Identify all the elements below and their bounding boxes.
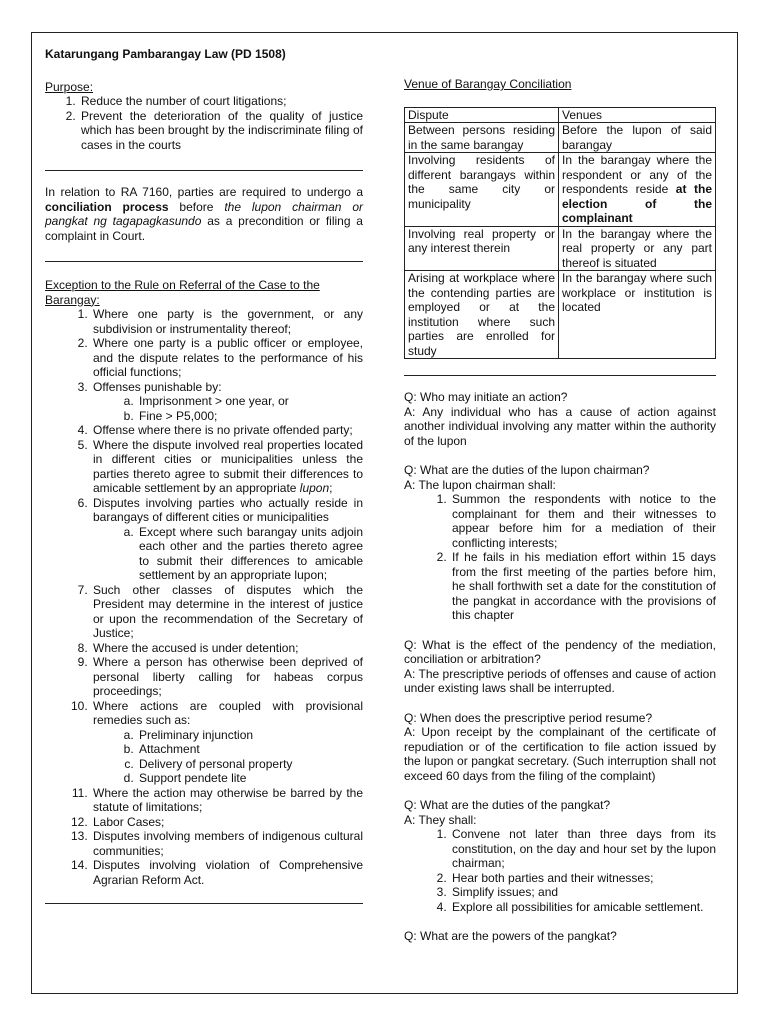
question: Q: When does the prescriptive period resume? <box>404 710 653 725</box>
list-item: 4. Offense where there is no private offended party; <box>91 423 363 438</box>
text-span: In relation to RA 7160, parties are required to undergo a <box>45 185 363 199</box>
answer: A: Upon receipt by the complainant of the certificate of repudiation or of the certification to file action issued by the lupon or pangkat secretary. (Such interruption shall not exceed 60 days from the filing of the complaint) <box>404 725 716 783</box>
text-span: before <box>168 199 225 214</box>
table-header: Dispute <box>405 107 559 123</box>
left-column <box>45 33 363 904</box>
list-item: 1. Where one party is the government, or any subdivision or instrumentality thereof; <box>91 307 363 336</box>
list-item <box>91 496 363 583</box>
sub-item: a. Except where such barangay units adjoin each other and the parties thereto agree to submit their differences to amicable settlement by an appropriate lupon; <box>137 525 363 583</box>
item-text: Offenses punishable by: <box>93 379 222 394</box>
divider <box>404 375 716 376</box>
item-text: Disputes involving parties who actually reside in barangays of different cities or municipalities <box>93 495 363 524</box>
purpose-list <box>45 94 363 152</box>
divider <box>45 903 363 904</box>
sub-item: d. Support pendete lite <box>137 771 363 786</box>
question: Q: What are the duties of the lupon chairman? <box>404 463 650 477</box>
list-item <box>91 699 363 786</box>
sub-item: a. Imprisonment > one year, or <box>137 394 363 409</box>
list-item: 2. Hear both parties and their witnesses; <box>450 871 716 886</box>
list-item: 7. Such other classes of disputes which the President may determine in the interest of justice or upon the recommendation of the Secretary of Justice; <box>91 583 363 641</box>
table-cell: Arising at workplace where the contending parties are employed or at the institution where such parties are enrolled for study <box>405 271 559 359</box>
table-row <box>405 271 716 359</box>
table-cell: Involving real property or any interest therein <box>405 226 559 271</box>
italic-text: the lupon chairman or pangkat ng tagapagkasundo <box>45 199 363 228</box>
sub-item: b. Fine > P5,000; <box>137 409 363 424</box>
table-cell: Involving residents of different barangays within the same city or municipality <box>405 153 559 227</box>
venue-table <box>404 107 716 360</box>
cell-text: In the barangay where the respondent or any of the respondents reside <box>562 153 712 196</box>
table-cell: Between persons residing in the same barangay <box>405 123 559 153</box>
list-item <box>91 438 363 496</box>
table-row <box>405 226 716 271</box>
question: Q: What is the effect of the pendency of the mediation, conciliation or arbitration? <box>404 637 716 666</box>
divider <box>45 261 363 262</box>
purpose-item: 2. Prevent the deterioration of the quality of justice which has been brought by the indiscriminate filing of cases in the courts <box>79 109 363 153</box>
table-cell: In the barangay where such workplace or institution is located <box>559 271 716 359</box>
list-item: 3. Simplify issues; and <box>450 885 716 900</box>
document-page <box>31 32 738 994</box>
text-span: as a precondition or filing a complaint in Court. <box>45 214 363 243</box>
divider <box>45 170 363 171</box>
answer: A: The lupon chairman shall: <box>404 477 556 492</box>
venue-heading: Venue of Barangay Conciliation <box>404 77 572 91</box>
list-item <box>91 380 363 424</box>
question: Q: Who may initiate an action? <box>404 390 568 404</box>
italic-text: lupon <box>299 481 330 495</box>
table-cell <box>559 153 716 227</box>
list-item: 9. Where a person has otherwise been deprived of personal liberty calling for habeas corpus proceedings; <box>91 655 363 699</box>
exceptions-heading: Exception to the Rule on Referral of the Case to the Barangay: <box>45 278 320 307</box>
list-item: 13. Disputes involving members of indigenous cultural communities; <box>91 829 363 858</box>
table-cell: In the barangay where the real property or any part thereof is situated <box>559 226 716 271</box>
item-text: Where actions are coupled with provisional remedies such as: <box>93 698 363 727</box>
exceptions-list <box>45 307 363 887</box>
purpose-heading: Purpose: <box>45 79 94 94</box>
sub-item: b. Attachment <box>137 742 363 757</box>
sub-list <box>93 394 363 423</box>
item-text: Where the dispute involved real properties located in different cities or municipalities unless the parties thereto agree to submit their differences to amicable settlement by an appropriate <box>93 437 363 495</box>
table-row <box>405 123 716 153</box>
table-cell: Before the lupon of said barangay <box>559 123 716 153</box>
list-item: 8. Where the accused is under detention; <box>91 641 363 656</box>
sub-item: c. Delivery of personal property <box>137 757 363 772</box>
list-item: 1. Summon the respondents with notice to the complainant for them and their witnesses to appear before him for a mediation of their conflicting interests; <box>450 492 716 550</box>
answer-list <box>404 492 716 623</box>
exceptions-section <box>45 278 363 887</box>
list-item: 4. Explore all possibilities for amicable settlement. <box>450 900 716 915</box>
sub-item: a. Preliminary injunction <box>137 728 363 743</box>
list-item: 11. Where the action may otherwise be barred by the statute of limitations; <box>91 786 363 815</box>
item-text: ; <box>329 481 333 495</box>
bold-text: at the election of the complainant <box>562 182 712 225</box>
list-item: 14. Disputes involving violation of Comprehensive Agrarian Reform Act. <box>91 858 363 887</box>
right-column <box>404 33 716 944</box>
table-row <box>405 153 716 227</box>
question: Q: What are the duties of the pangkat? <box>404 798 611 812</box>
answer: A: The prescriptive periods of offenses and cause of action under existing laws shall be interrupted. <box>404 666 716 695</box>
sub-list <box>93 525 363 583</box>
list-item: 2. If he fails in his mediation effort within 15 days from the first meeting of the parties before him, he shall forthwith set a date for the constitution of the pangkat in accordance with the provisions of this chapter <box>450 550 716 623</box>
answer: A: Any individual who has a cause of action against another individual involving any matter within the authority of the lupon <box>404 404 716 448</box>
answer-list <box>404 827 716 914</box>
table-header-row <box>405 107 716 123</box>
purpose-section <box>45 80 363 153</box>
sub-list <box>93 728 363 786</box>
answer: A: They shall: <box>404 812 477 827</box>
table-header: Venues <box>559 107 716 123</box>
purpose-item: 1. Reduce the number of court litigations; <box>79 94 363 109</box>
list-item: 2. Where one party is a public officer or employee, and the dispute relates to the performance of his official functions; <box>91 336 363 380</box>
qa-section <box>404 390 716 944</box>
list-item: 12. Labor Cases; <box>91 815 363 830</box>
relation-paragraph <box>45 185 363 243</box>
document-title: Katarungang Pambarangay Law (PD 1508) <box>45 47 286 61</box>
question: Q: What are the powers of the pangkat? <box>404 929 617 943</box>
bold-text: conciliation process <box>45 199 169 214</box>
list-item: 1. Convene not later than three days from its constitution, on the day and hour set by the lupon chairman; <box>450 827 716 871</box>
